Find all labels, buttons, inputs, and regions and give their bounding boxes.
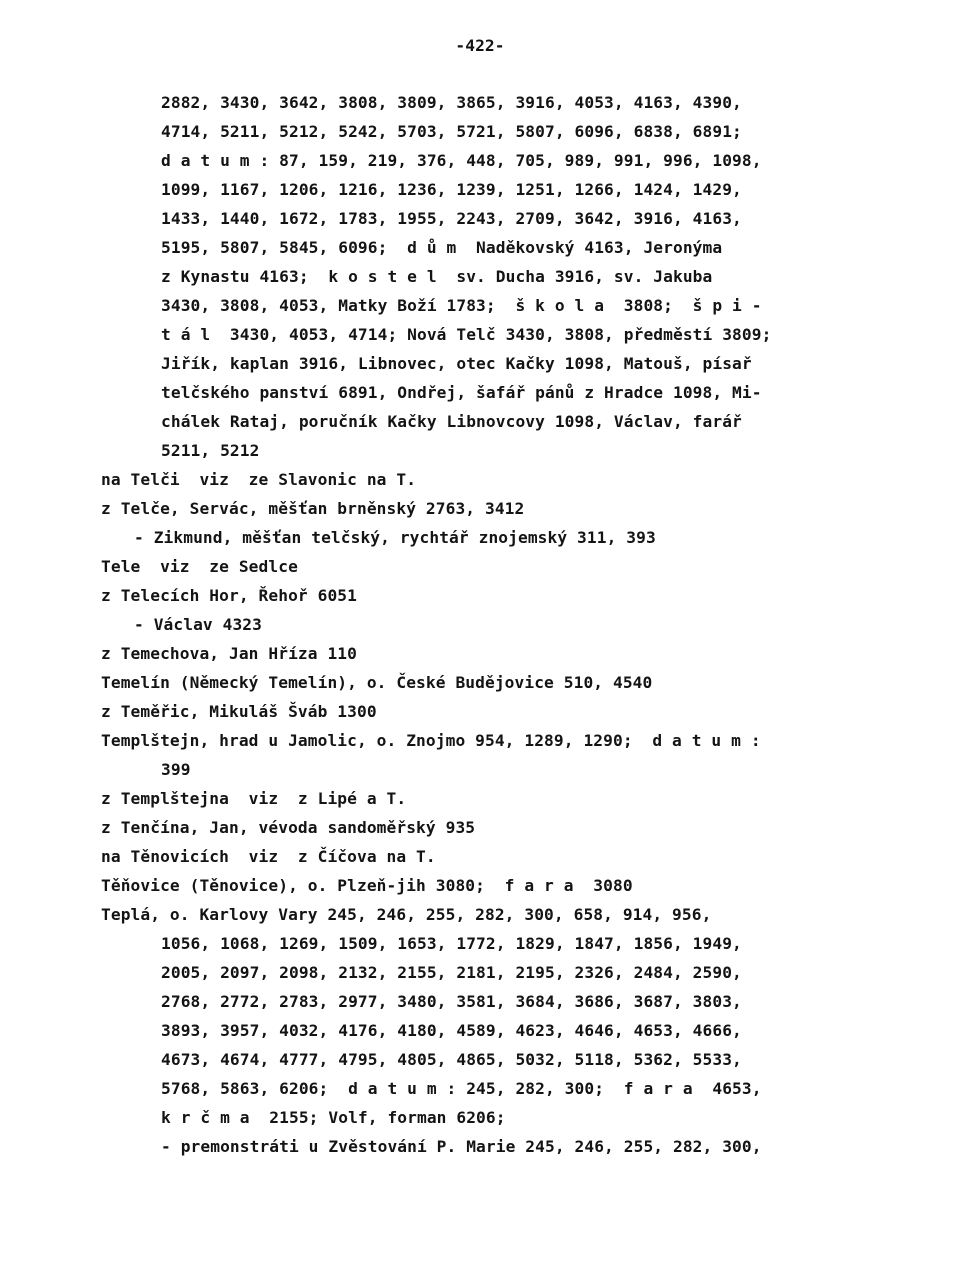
- index-line: z Telče, Servác, měšťan brněnský 2763, 3412: [101, 499, 525, 518]
- page-number: -422-: [455, 36, 505, 55]
- index-line: Teplá, o. Karlovy Vary 245, 246, 255, 282, 300, 658, 914, 956,: [101, 905, 712, 924]
- index-line: 2768, 2772, 2783, 2977, 3480, 3581, 3684, 3686, 3687, 3803,: [161, 992, 742, 1011]
- index-line: Těňovice (Těnovice), o. Plzeň-jih 3080; f a r a 3080: [101, 876, 633, 895]
- index-line: z Templštejna viz z Lipé a T.: [101, 789, 407, 808]
- index-line: - Václav 4323: [134, 615, 262, 634]
- index-line: 1099, 1167, 1206, 1216, 1236, 1239, 1251, 1266, 1424, 1429,: [161, 180, 742, 199]
- index-line: 3893, 3957, 4032, 4176, 4180, 4589, 4623, 4646, 4653, 4666,: [161, 1021, 742, 1040]
- index-line: na Telči viz ze Slavonic na T.: [101, 470, 417, 489]
- index-line: z Telecích Hor, Řehoř 6051: [101, 586, 357, 605]
- index-line: d a t u m : 87, 159, 219, 376, 448, 705, 989, 991, 996, 1098,: [161, 151, 762, 170]
- index-line: 2005, 2097, 2098, 2132, 2155, 2181, 2195, 2326, 2484, 2590,: [161, 963, 742, 982]
- index-line: Tele viz ze Sedlce: [101, 557, 298, 576]
- index-line: 4714, 5211, 5212, 5242, 5703, 5721, 5807, 6096, 6838, 6891;: [161, 122, 742, 141]
- index-line: chálek Rataj, poručník Kačky Libnovcovy 1098, Václav, farář: [161, 412, 742, 431]
- index-line: 2882, 3430, 3642, 3808, 3809, 3865, 3916, 4053, 4163, 4390,: [161, 93, 742, 112]
- index-line: z Tenčína, Jan, vévoda sandoměřský 935: [101, 818, 476, 837]
- index-line: 1056, 1068, 1269, 1509, 1653, 1772, 1829, 1847, 1856, 1949,: [161, 934, 742, 953]
- index-line: t á l 3430, 4053, 4714; Nová Telč 3430, 3808, předměstí 3809;: [161, 325, 772, 344]
- index-line: z Temechova, Jan Hříza 110: [101, 644, 357, 663]
- index-line: telčského panství 6891, Ondřej, šafář pánů z Hradce 1098, Mi-: [161, 383, 762, 402]
- index-line: - premonstráti u Zvěstování P. Marie 245, 246, 255, 282, 300,: [161, 1137, 762, 1156]
- index-line: 399: [161, 760, 191, 779]
- index-line: 3430, 3808, 4053, Matky Boží 1783; š k o l a 3808; š p i -: [161, 296, 762, 315]
- index-line: 5195, 5807, 5845, 6096; d ů m Naděkovský 4163, Jeronýma: [161, 238, 723, 257]
- index-line: na Těnovicích viz z Číčova na T.: [101, 847, 436, 866]
- index-line: 4673, 4674, 4777, 4795, 4805, 4865, 5032, 5118, 5362, 5533,: [161, 1050, 742, 1069]
- index-line: z Kynastu 4163; k o s t e l sv. Ducha 3916, sv. Jakuba: [161, 267, 713, 286]
- index-line: z Teměřic, Mikuláš Šváb 1300: [101, 702, 377, 721]
- index-line: k r č m a 2155; Volf, forman 6206;: [161, 1108, 506, 1127]
- index-line: Templštejn, hrad u Jamolic, o. Znojmo 954, 1289, 1290; d a t u m :: [101, 731, 761, 750]
- index-line: 5768, 5863, 6206; d a t u m : 245, 282, 300; f a r a 4653,: [161, 1079, 762, 1098]
- index-line: Temelín (Německý Temelín), o. České Budějovice 510, 4540: [101, 673, 653, 692]
- index-line: Jiřík, kaplan 3916, Libnovec, otec Kačky 1098, Matouš, písař: [161, 354, 752, 373]
- index-line: 1433, 1440, 1672, 1783, 1955, 2243, 2709, 3642, 3916, 4163,: [161, 209, 742, 228]
- index-line: 5211, 5212: [161, 441, 260, 460]
- index-line: - Zikmund, měšťan telčský, rychtář znojemský 311, 393: [134, 528, 656, 547]
